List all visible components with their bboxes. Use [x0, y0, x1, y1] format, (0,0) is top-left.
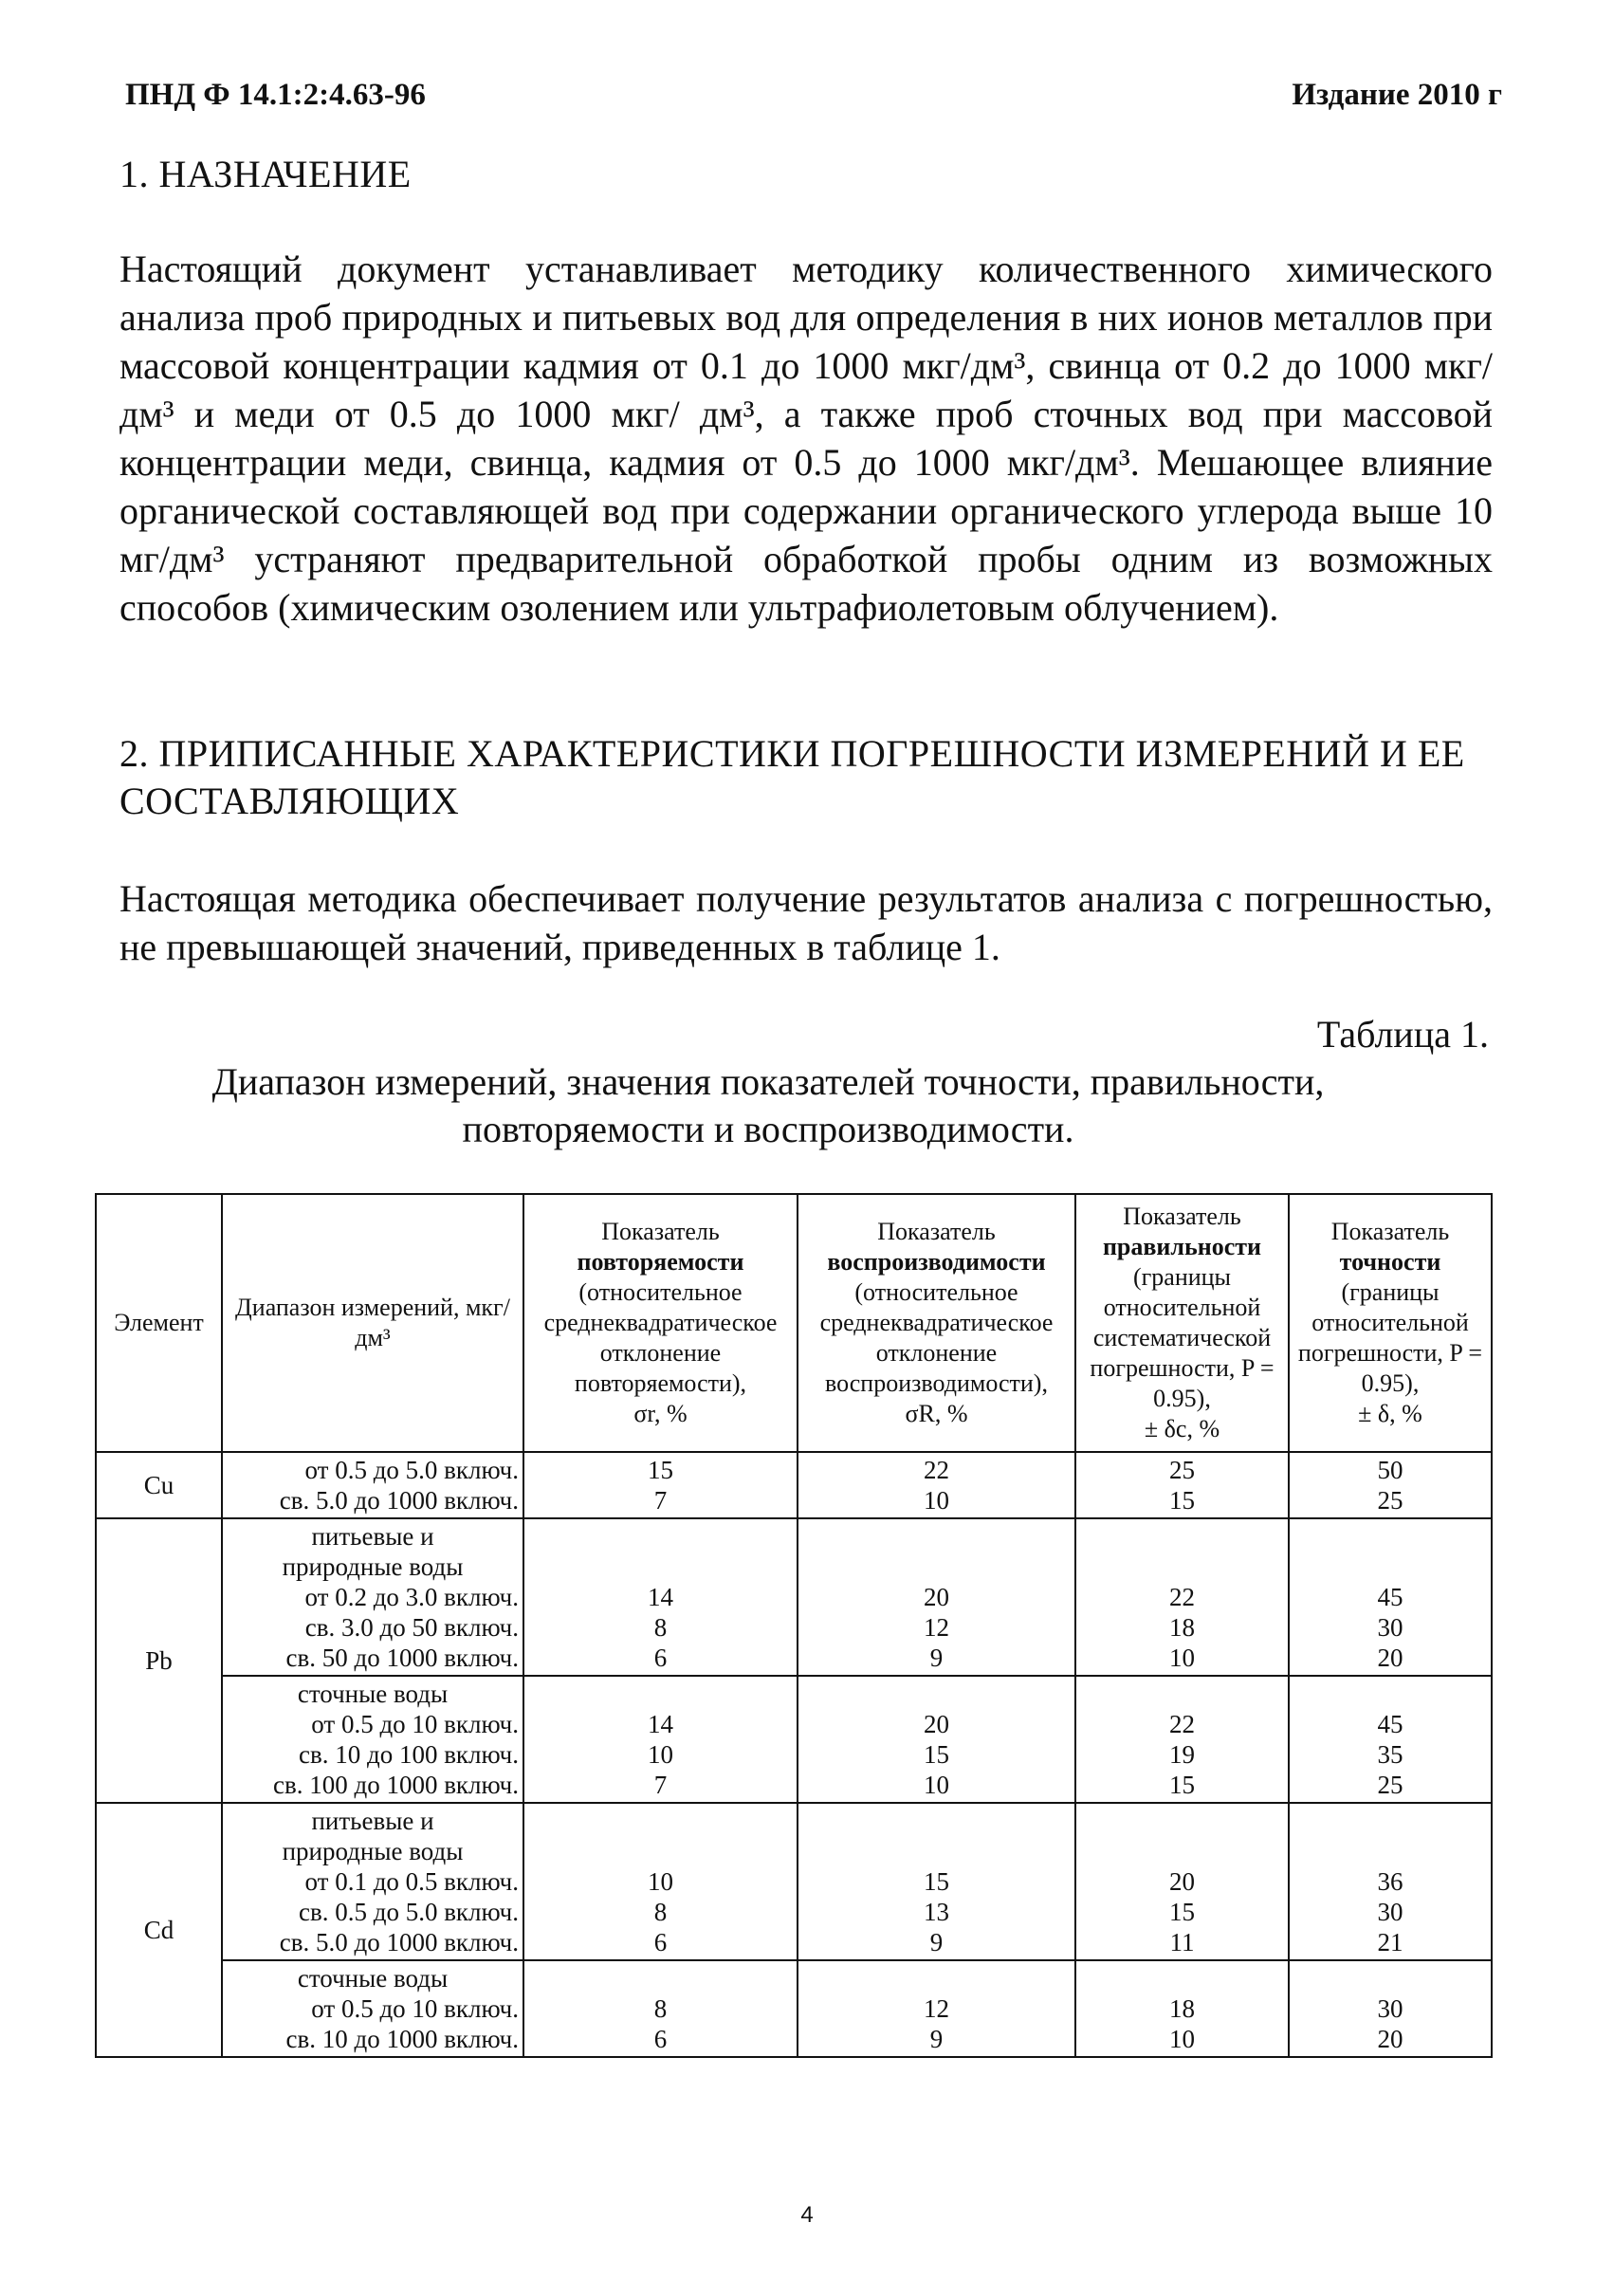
header-accuracy-a: Показатель: [1330, 1218, 1450, 1245]
range-line: от 0.2 до 3.0 включ.: [304, 1583, 519, 1611]
value: 22: [1169, 1583, 1195, 1611]
header-reproducibility-b: воспроизводимости: [827, 1248, 1046, 1276]
header-reproducibility-a: Показатель: [877, 1218, 996, 1245]
cell-reproducibility: [798, 1960, 1075, 2057]
cell-repeatability: [523, 1676, 798, 1803]
header-correctness: [1075, 1194, 1289, 1452]
header-element: Элемент: [96, 1194, 222, 1452]
value: 10: [924, 1486, 949, 1515]
cell-correctness: [1075, 1803, 1289, 1960]
cell-accuracy: [1289, 1960, 1492, 2057]
value: 10: [924, 1771, 949, 1799]
value: 30: [1377, 1898, 1403, 1926]
cell-element-cu: Cu: [96, 1452, 222, 1518]
value: 30: [1377, 1994, 1403, 2023]
range-line: св. 100 до 1000 включ.: [272, 1771, 519, 1799]
value: 7: [653, 1486, 668, 1515]
value: 14: [648, 1583, 673, 1611]
range-line: св. 5.0 до 1000 включ.: [279, 1928, 519, 1956]
value: 30: [1377, 1613, 1403, 1642]
table-row-cd-drinking: [96, 1803, 1492, 1960]
value: 45: [1377, 1583, 1403, 1611]
header-accuracy-b: точности: [1339, 1248, 1441, 1276]
group-label: природные воды: [282, 1552, 464, 1581]
header-repeatability: [523, 1194, 798, 1452]
group-label: питьевые и: [311, 1522, 434, 1551]
value: 8: [653, 1898, 668, 1926]
cell-range: [222, 1803, 523, 1960]
value: 7: [653, 1771, 668, 1799]
value: 6: [653, 2025, 668, 2053]
value: 20: [1377, 2025, 1403, 2053]
header-repeatability-d: σr, %: [633, 1400, 688, 1427]
header-reproducibility-d: σR, %: [905, 1400, 968, 1427]
value: 8: [653, 1994, 668, 2023]
value: 45: [1377, 1710, 1403, 1738]
value: 18: [1169, 1613, 1195, 1642]
value: 20: [924, 1710, 949, 1738]
cell-accuracy: [1289, 1518, 1492, 1676]
value: 21: [1377, 1928, 1403, 1956]
table-row-pb-drinking: [96, 1518, 1492, 1676]
value: 11: [1169, 1928, 1195, 1956]
group-label: питьевые и: [311, 1807, 434, 1835]
cell-correctness: [1075, 1518, 1289, 1676]
table-header-row: [96, 1194, 1492, 1452]
header-repeatability-a: Показатель: [601, 1218, 720, 1245]
table-row-pb-waste: [96, 1676, 1492, 1803]
cell-repeatability: [523, 1452, 798, 1518]
cell-correctness: [1075, 1452, 1289, 1518]
range-line: св. 10 до 100 включ.: [298, 1740, 519, 1769]
group-label: природные воды: [282, 1837, 464, 1865]
page-number: 4: [800, 2202, 814, 2228]
value: 9: [929, 2025, 944, 2053]
value: 9: [929, 1928, 944, 1956]
value: 6: [653, 1928, 668, 1956]
header-correctness-c: (границы относительной систематической погрешности, P = 0.95),: [1090, 1263, 1275, 1412]
value: 15: [924, 1867, 949, 1896]
value: 22: [1169, 1710, 1195, 1738]
range-line: св. 50 до 1000 включ.: [285, 1644, 519, 1672]
value: 8: [653, 1613, 668, 1642]
value: 18: [1169, 1994, 1195, 2023]
value: 15: [924, 1740, 949, 1769]
header-correctness-b: правильности: [1102, 1233, 1262, 1260]
cell-element-pb: Pb: [96, 1518, 222, 1803]
value: 50: [1377, 1456, 1403, 1484]
value: 10: [648, 1867, 673, 1896]
value: 10: [1169, 2025, 1195, 2053]
value: 19: [1169, 1740, 1195, 1769]
table-container: [95, 1193, 1491, 2058]
table-number: Таблица 1.: [1316, 1013, 1489, 1056]
value: 15: [1169, 1898, 1195, 1926]
table-row-cu: [96, 1452, 1492, 1518]
value: 22: [924, 1456, 949, 1484]
range-line: св. 5.0 до 1000 включ.: [279, 1486, 519, 1515]
value: 14: [648, 1710, 673, 1738]
value: 12: [924, 1613, 949, 1642]
header-correctness-d: ± δc, %: [1144, 1415, 1220, 1442]
value: 15: [1169, 1486, 1195, 1515]
header-range: Диапазон измерений, мкг/дм³: [222, 1194, 523, 1452]
cell-correctness: [1075, 1960, 1289, 2057]
value: 36: [1377, 1867, 1403, 1896]
range-line: от 0.5 до 10 включ.: [311, 1710, 519, 1738]
range-line: от 0.5 до 10 включ.: [311, 1994, 519, 2023]
accuracy-table: [95, 1193, 1493, 2058]
edition-label: Издание 2010 г: [1292, 78, 1502, 112]
table-row-cd-waste: [96, 1960, 1492, 2057]
cell-correctness: [1075, 1676, 1289, 1803]
value: 20: [924, 1583, 949, 1611]
range-line: св. 10 до 1000 включ.: [285, 2025, 519, 2053]
cell-repeatability: [523, 1518, 798, 1676]
cell-repeatability: [523, 1803, 798, 1960]
group-label: сточные воды: [297, 1964, 449, 1993]
group-label: сточные воды: [297, 1680, 449, 1708]
cell-range: [222, 1960, 523, 2057]
range-line: св. 0.5 до 5.0 включ.: [298, 1898, 519, 1926]
value: 13: [924, 1898, 949, 1926]
range-line: от 0.5 до 5.0 включ.: [304, 1456, 519, 1484]
header-accuracy-d: ± δ, %: [1358, 1400, 1422, 1427]
table-caption: Диапазон измерений, значения показателей точности, правильности, повторяемости и воспроизводимости.: [211, 1060, 1325, 1150]
section-1-text: Настоящий документ устанавливает методику количественного химического анализа проб природных и питьевых вод для определения в них ионов металлов при массовой концентрации кадмия от 0.1 до 1000 мкг/дм³, свинца от 0.2 до 1000 мкг/ дм³ и меди от 0.5 до 1000 мкг/ дм³, а также проб сточных вод при массовой концентрации меди, свинца, кадмия от 0.5 до 1000 мкг/дм³. Мешающее влияние органической составляющей вод при содержании органического углерода выше 10 мг/дм³ устраняют предварительной обработкой пробы одним из возможных способов (химическим озолением или ультрафиолетовым облучением).: [119, 248, 1493, 629]
cell-repeatability: [523, 1960, 798, 2057]
value: 20: [1169, 1867, 1195, 1896]
header-repeatability-b: повторяемости: [577, 1248, 744, 1276]
header-reproducibility: [798, 1194, 1075, 1452]
document-code: ПНД Ф 14.1:2:4.63-96: [125, 78, 426, 112]
header-reproducibility-c: (относительное среднеквадратическое отклонение воспроизводимости),: [819, 1278, 1054, 1397]
cell-reproducibility: [798, 1518, 1075, 1676]
cell-reproducibility: [798, 1676, 1075, 1803]
cell-accuracy: [1289, 1452, 1492, 1518]
range-line: св. 3.0 до 50 включ.: [304, 1613, 519, 1642]
header-accuracy-c: (границы относительной погрешности, P = 0.95),: [1297, 1278, 1483, 1397]
cell-reproducibility: [798, 1452, 1075, 1518]
cell-accuracy: [1289, 1803, 1492, 1960]
value: 20: [1377, 1644, 1403, 1672]
value: 25: [1377, 1771, 1403, 1799]
value: 10: [1169, 1644, 1195, 1672]
section-2-title: 2. ПРИПИСАННЫЕ ХАРАКТЕРИСТИКИ ПОГРЕШНОСТИ ИЗМЕРЕНИЙ И ЕЕ СОСТАВЛЯЮЩИХ: [119, 732, 1465, 822]
cell-range: [222, 1518, 523, 1676]
value: 10: [648, 1740, 673, 1769]
cell-accuracy: [1289, 1676, 1492, 1803]
value: 12: [924, 1994, 949, 2023]
section-1-title: 1. НАЗНАЧЕНИЕ: [119, 153, 412, 195]
header-repeatability-c: (относительное среднеквадратическое отклонение повторяемости),: [543, 1278, 778, 1397]
value: 9: [929, 1644, 944, 1672]
value: 15: [1169, 1771, 1195, 1799]
range-line: от 0.1 до 0.5 включ.: [304, 1867, 519, 1896]
value: 6: [653, 1644, 668, 1672]
cell-range: [222, 1676, 523, 1803]
cell-element-cd: Cd: [96, 1803, 222, 2057]
header-accuracy: [1289, 1194, 1492, 1452]
cell-reproducibility: [798, 1803, 1075, 1960]
cell-range: [222, 1452, 523, 1518]
value: 35: [1377, 1740, 1403, 1769]
header-correctness-a: Показатель: [1123, 1203, 1241, 1230]
value: 25: [1169, 1456, 1195, 1484]
section-2-text: Настоящая методика обеспечивает получение результатов анализа с погрешностью, не превышающей значений, приведенных в таблице 1.: [119, 877, 1493, 968]
value: 25: [1377, 1486, 1403, 1515]
value: 15: [648, 1456, 673, 1484]
